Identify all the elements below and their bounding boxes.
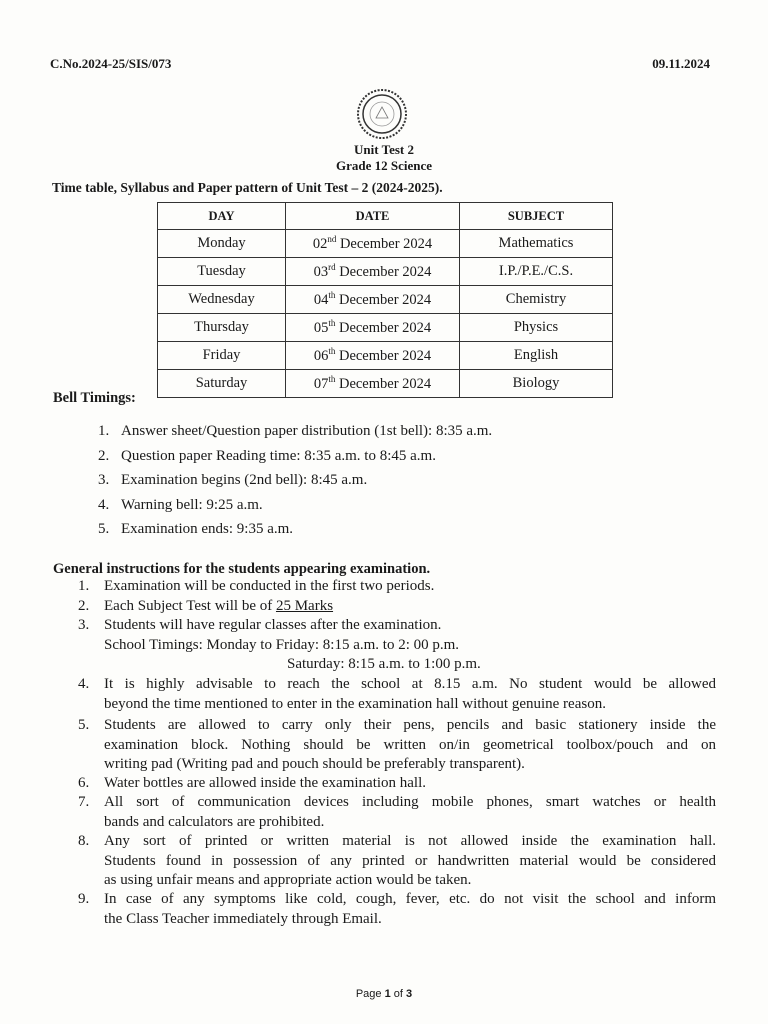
- cell-day: Monday: [158, 230, 286, 258]
- header-day: DAY: [158, 203, 286, 230]
- bell-timings-heading: Bell Timings:: [53, 390, 136, 406]
- cell-day: Wednesday: [158, 286, 286, 314]
- instruction-text-line: as using unfair means and appropriate action would be taken.: [104, 872, 472, 888]
- date-month-year: December 2024: [335, 347, 432, 364]
- date-month-year: December 2024: [335, 319, 432, 336]
- header-date: DATE: [286, 203, 460, 230]
- school-seal-logo: [356, 88, 408, 140]
- circular-number: C.No.2024-25/SIS/073: [50, 56, 172, 71]
- table-row: [158, 370, 613, 398]
- cell-date: [286, 258, 460, 286]
- date-day: 07: [313, 375, 329, 392]
- date-day: 02: [312, 235, 328, 252]
- table-row: [158, 342, 613, 370]
- instruction-text-line: It is highly advisable to reach the school at 8.15 a.m. No student would be allowed: [104, 676, 716, 692]
- instruction-text-line: examination block. Nothing should be written on/in geometrical toolbox/pouch and on: [104, 736, 716, 753]
- list-item-text: Answer sheet/Question paper distribution (1st bell): 8:35 a.m.: [121, 423, 493, 439]
- table-row: [158, 230, 613, 258]
- cell-date: [286, 286, 460, 314]
- current-page: 1: [384, 988, 391, 1000]
- list-item: 3. Examination begins (2nd bell): 8:45 a.m.: [98, 472, 368, 488]
- table-row: [158, 286, 613, 314]
- date-suffix: th: [328, 346, 336, 357]
- instruction-text-line: Students are allowed to carry only their pens, pencils and basic stationery inside the: [104, 717, 716, 733]
- date-day: 05: [313, 319, 329, 336]
- timetable: [157, 202, 613, 398]
- list-item: 5. Examination ends: 9:35 a.m.: [98, 521, 294, 537]
- page-of: of: [390, 988, 407, 1000]
- general-instructions-heading: General instructions for the students appearing examination.: [53, 561, 431, 577]
- date-day: 04: [313, 291, 329, 308]
- instruction-item: 6. Water bottles are allowed inside the examination hall.: [78, 774, 718, 794]
- cell-subject: English: [460, 342, 613, 370]
- list-item-text: Question paper Reading time: 8:35 a.m. to 8:45 a.m.: [121, 448, 436, 464]
- table-row: [158, 258, 613, 286]
- instruction-item: 2. Each Subject Test will be of 25 Marks: [78, 597, 718, 617]
- instruction-text-line: In case of any symptoms like cold, cough, fever, etc. do not visit the school and inform: [104, 891, 716, 907]
- date-month-year: December 2024: [336, 235, 433, 252]
- table-header-row: [158, 203, 613, 230]
- instruction-text-line: bands and calculators are prohibited.: [104, 813, 325, 830]
- section-heading: Time table, Syllabus and Paper pattern of Unit Test – 2 (2024-2025).: [52, 180, 443, 195]
- date-suffix: th: [328, 374, 336, 385]
- cell-subject: Biology: [460, 370, 613, 398]
- cell-day: Thursday: [158, 314, 286, 342]
- total-pages: 3: [406, 988, 413, 1000]
- instruction-item: 4. It is highly advisable to reach the school at 8.15 a.m. No student would be allowed beyond the time mentioned to enter in the examination hall without genuine reason.: [78, 675, 718, 714]
- list-item-text: Examination begins (2nd bell): 8:45 a.m.: [121, 472, 368, 488]
- list-item-text: Examination ends: 9:35 a.m.: [121, 521, 294, 537]
- cell-day: Saturday: [158, 370, 286, 398]
- date-day: 03: [313, 263, 329, 280]
- instruction-item: 9. In case of any symptoms like cold, cough, fever, etc. do not visit the school and inform the Class Teacher immediately through Email.: [78, 890, 718, 929]
- instruction-text-line: Students found in possession of any printed or handwritten material would be considered: [104, 852, 716, 869]
- document-subtitle: Grade 12 Science: [335, 158, 433, 173]
- instruction-text: [104, 597, 716, 617]
- instruction-text-line: beyond the time mentioned to enter in the examination hall without genuine reason.: [104, 695, 606, 712]
- cell-date: [286, 230, 460, 258]
- instruction-text-line: writing pad (Writing pad and pouch should be preferably transparent).: [104, 756, 525, 772]
- instruction-text-prefix: Each Subject Test will be of: [104, 598, 276, 614]
- cell-subject: I.P./P.E./C.S.: [460, 258, 613, 286]
- document-title: Unit Test 2: [354, 142, 414, 157]
- instruction-item: 5. Students are allowed to carry only their pens, pencils and basic stationery inside the examination block. Nothing should be written on/in geometrical toolbox/pouch and on writing pad (Writing pad and pouch should be preferably transparent).: [78, 716, 718, 775]
- cell-subject: Physics: [460, 314, 613, 342]
- instruction-text-line: Any sort of printed or written material is not allowed inside the examination hall.: [104, 833, 716, 849]
- instruction-text: Examination will be conducted in the first two periods.: [104, 578, 435, 594]
- date-suffix: th: [328, 290, 336, 301]
- date-month-year: December 2024: [335, 263, 432, 280]
- cell-day: Tuesday: [158, 258, 286, 286]
- instruction-text: Water bottles are allowed inside the examination hall.: [104, 775, 427, 791]
- instruction-item: 1. Examination will be conducted in the first two periods.: [78, 577, 718, 597]
- date-suffix: th: [328, 318, 336, 329]
- cell-subject: Mathematics: [460, 230, 613, 258]
- school-timings-saturday: Saturday: 8:15 a.m. to 1:00 p.m.: [287, 656, 481, 672]
- instruction-text-line: All sort of communication devices including mobile phones, smart watches or health: [104, 794, 716, 810]
- date-month-year: December 2024: [335, 375, 432, 392]
- table-row: [158, 314, 613, 342]
- cell-day: Friday: [158, 342, 286, 370]
- marks-value: 25 Marks: [275, 598, 334, 614]
- school-timings-weekday: School Timings: Monday to Friday: 8:15 a.m. to 2: 00 p.m.: [104, 636, 460, 653]
- instruction-item: 3. Students will have regular classes after the examination. School Timings: Monday to Friday: 8:15 a.m. to 2: 00 p.m. Saturday: 8:15 a.m. to 1:00 p.m.: [78, 616, 718, 675]
- header-subject: SUBJECT: [460, 203, 613, 230]
- instruction-text-line: the Class Teacher immediately through Email.: [104, 910, 382, 927]
- instruction-item: 8. Any sort of printed or written material is not allowed inside the examination hall. Students found in possession of any printed or handwritten material would be considered as using unfair means and appropriate action would be taken.: [78, 832, 718, 891]
- date-month-year: December 2024: [335, 291, 432, 308]
- date-suffix: rd: [328, 262, 336, 273]
- instruction-text: Students will have regular classes after the examination.: [104, 617, 442, 633]
- instruction-item: 7. All sort of communication devices including mobile phones, smart watches or health bands and calculators are prohibited.: [78, 793, 718, 832]
- list-item-text: Warning bell: 9:25 a.m.: [121, 497, 263, 513]
- document-date: 09.11.2024: [652, 56, 710, 71]
- list-item: 1. Answer sheet/Question paper distribution (1st bell): 8:35 a.m.: [98, 423, 493, 439]
- page-number: [0, 988, 768, 1000]
- date-suffix: nd: [327, 234, 337, 245]
- cell-subject: Chemistry: [460, 286, 613, 314]
- cell-date: [286, 370, 460, 398]
- page-label: Page: [355, 988, 385, 1000]
- cell-date: [286, 342, 460, 370]
- list-item: 4. Warning bell: 9:25 a.m.: [98, 497, 263, 513]
- list-item: 2. Question paper Reading time: 8:35 a.m. to 8:45 a.m.: [98, 448, 436, 464]
- date-day: 06: [313, 347, 329, 364]
- cell-date: [286, 314, 460, 342]
